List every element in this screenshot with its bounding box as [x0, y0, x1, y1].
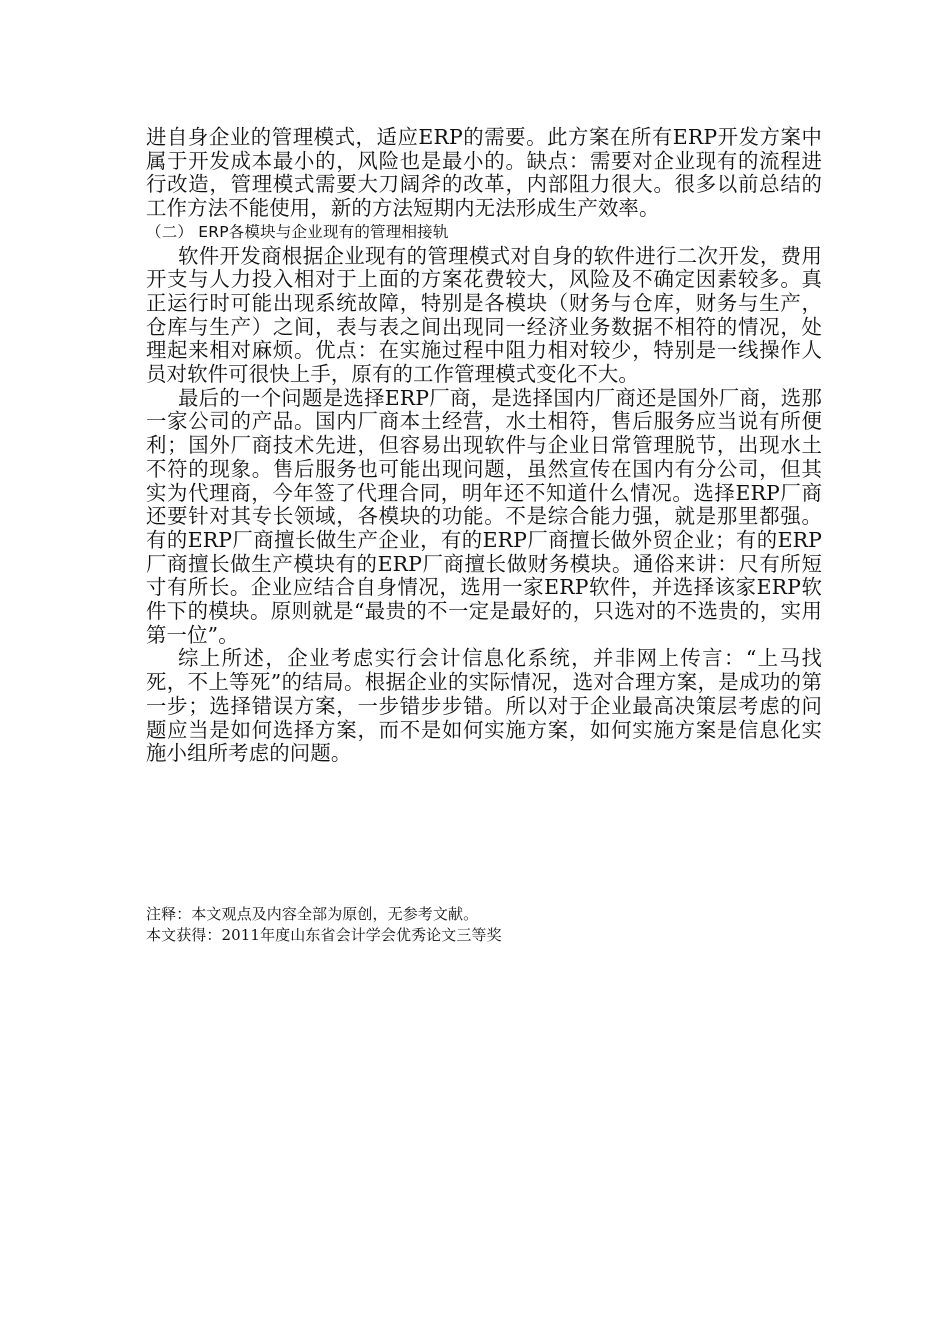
note-sources: 注释：本文观点及内容全部为原创，无参考文献。 — [146, 905, 479, 923]
footnotes — [146, 904, 822, 945]
paragraph-1: 进自身企业的管理模式，适应ERP的需要。此方案在所有ERP开发方案中属于开发成本最小的，风险也是最小的。缺点：需要对企业现有的流程进行改造，管理模式需要大刀阔斧的改革，内部阻力很大。很多以前总结的工作方法不能使用，新的方法短期内无法形成生产效率。 — [146, 125, 822, 221]
section-heading: （二） ERP各模块与企业现有的管理相接轨 — [146, 222, 449, 241]
note-award: 本文获得：2011年度山东省会计学会优秀论文三等奖 — [146, 925, 502, 944]
paragraph-3: 最后的一个问题是选择ERP厂商，是选择国内厂商还是国外厂商，选那一家公司的产品。国内厂商本土经营，水土相符，售后服务应当说有所便利；国外厂商技术先进，但容易出现软件与企业日常管理脱节，出现水土不符的现象。售后服务也可能出现问题，虽然宣传在国内有分公司，但其实为代理商，今年签了代理合同，明年还不知道什么情况。选择ERP厂商还要针对其专长领域，各模块的功能。不是综合能力强，就是那里都强。有的ERP厂商擅长做生产企业，有的ERP厂商擅长做外贸企业；有的ERP厂商擅长做生产模块有的ERP厂商擅长做财务模块。通俗来讲：尺有所短寸有所长。企业应结合自身情况，选用一家ERP软件，并选择该家ERP软件下的模块。原则就是“最贵的不一定是最好的，只选对的不选贵的，实用第一位”。 — [146, 385, 822, 647]
paragraph-2: 软件开发商根据企业现有的管理模式对自身的软件进行二次开发，费用开支与人力投入相对于上面的方案花费较大，风险及不确定因素较多。真正运行时可能出现系统故障，特别是各模块（财务与仓库，财务与生产，仓库与生产）之间，表与表之间出现同一经济业务数据不相符的情况，处理起来相对麻烦。优点：在实施过程中阻力相对较少，特别是一线操作人员对软件可很快上手，原有的工作管理模式变化不大。 — [146, 243, 822, 387]
paragraph-4: 综上所述，企业考虑实行会计信息化系统，并非网上传言：“上马找死，不上等死”的结局。根据企业的实际情况，选对合理方案，是成功的第一步；选择错误方案，一步错步步错。所以对于企业最高决策层考虑的问题应当是如何选择方案，而不是如何实施方案，如何实施方案是信息化实施小组所考虑的问题。 — [146, 646, 822, 766]
document-body — [146, 126, 822, 766]
